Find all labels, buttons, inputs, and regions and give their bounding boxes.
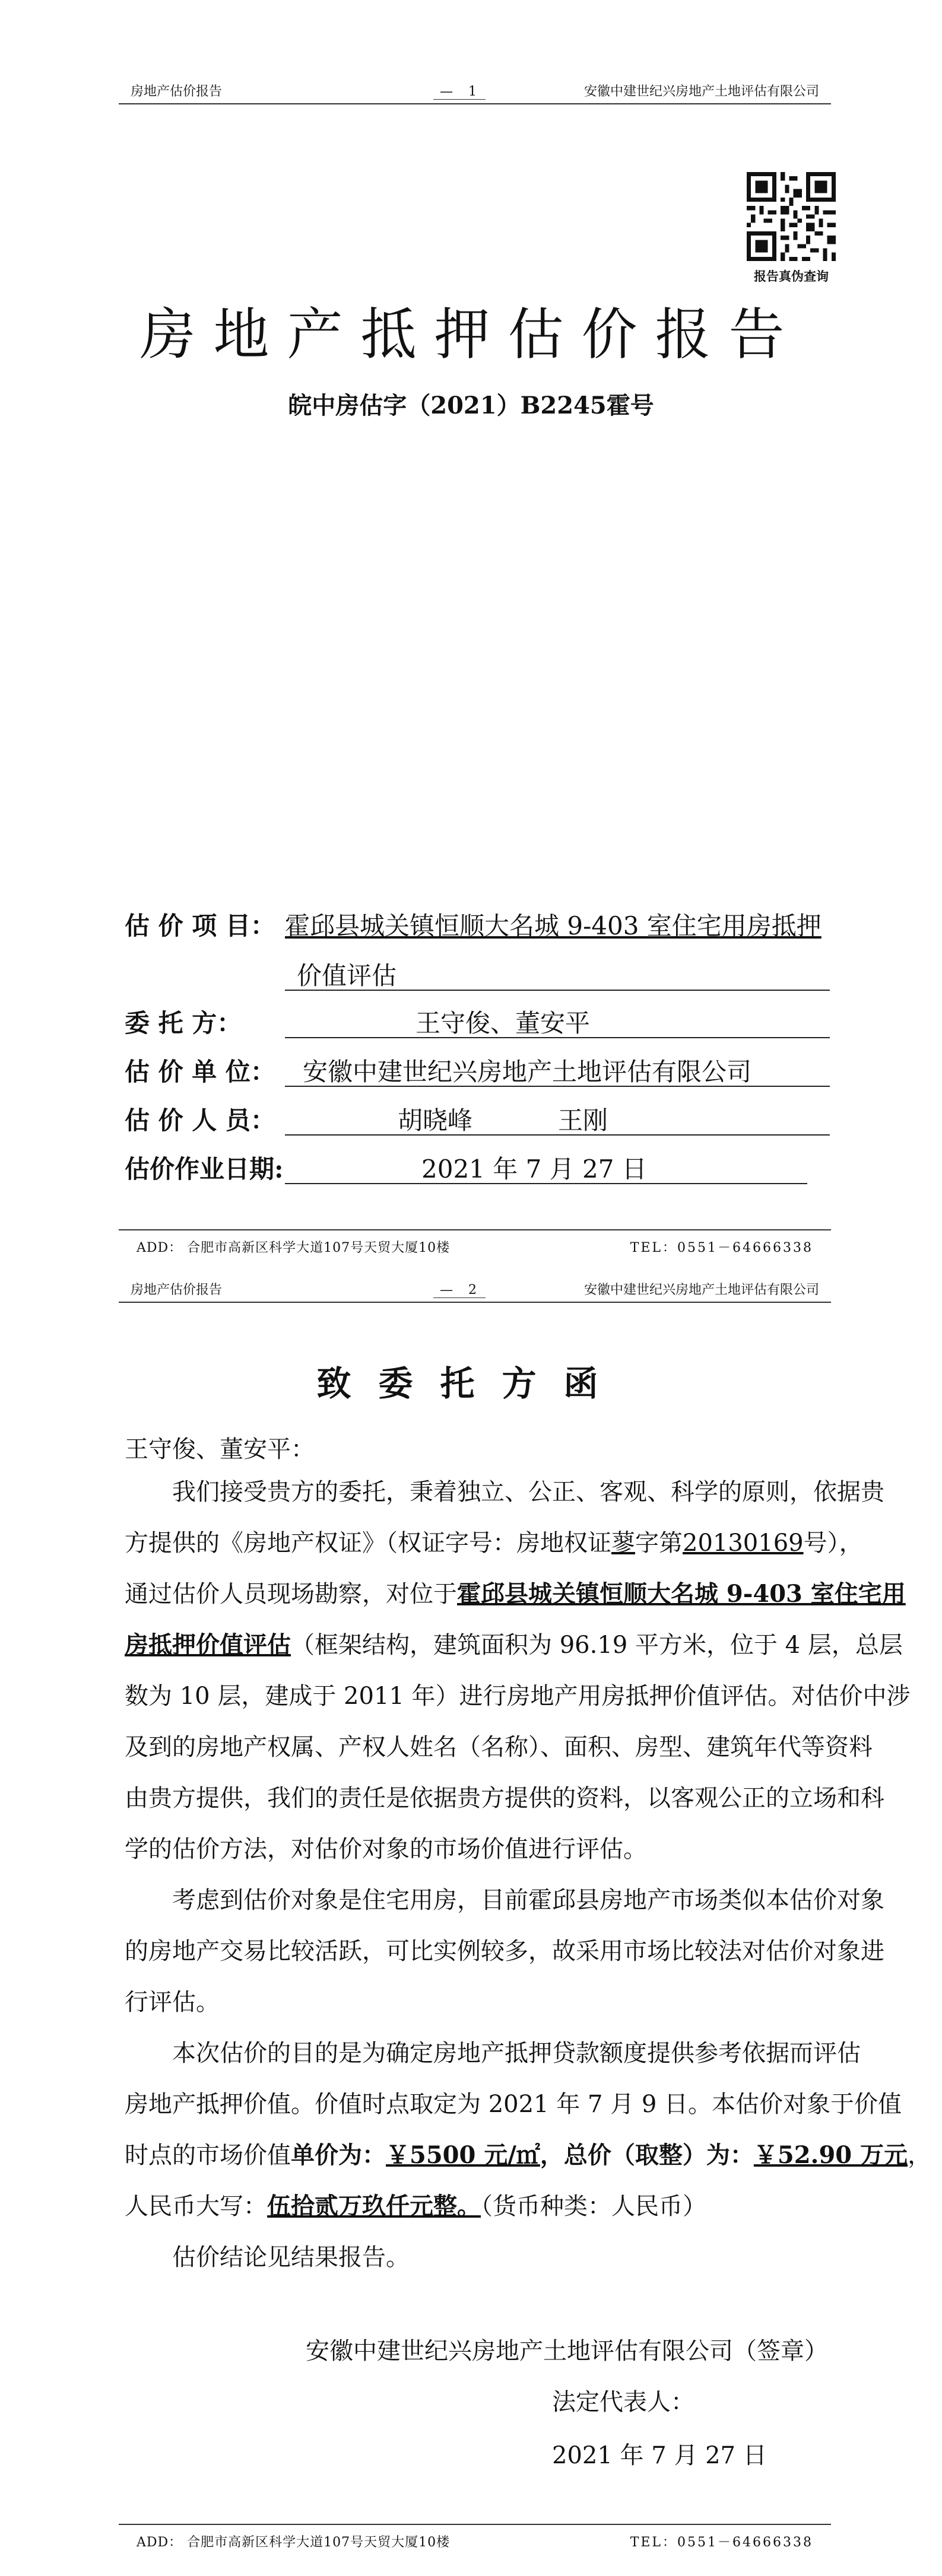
appraiser-2: 王刚 — [558, 1106, 608, 1135]
page-footer — [119, 2524, 831, 2549]
page-header — [119, 1281, 831, 1303]
footer-address: ADD： 合肥市高新区科学大道107号天贸大厦10楼 — [137, 2535, 451, 2550]
report-title: 房地产抵押估价报告 — [139, 303, 803, 367]
para1-line3: 通过估价人员现场勘察，对位于霍邱县城关镇恒顺大名城 9-403 室住宅用 — [125, 1580, 906, 1608]
appraisers-label: 估 价 人 员： — [125, 1106, 275, 1135]
underline — [285, 1086, 830, 1087]
footer-tel: TEL：0551－64666338 — [630, 2535, 813, 2550]
para4: 估价结论见结果报告。 — [172, 2244, 410, 2271]
project-label: 估 价 项 目： — [125, 911, 275, 940]
para1-line8: 学的估价方法，对估价对象的市场价值进行评估。 — [125, 1836, 647, 1863]
client-value: 王守俊、董安平 — [416, 1009, 591, 1038]
appraiser-1: 胡晓峰 — [398, 1106, 473, 1135]
project-value-line2: 价值评估 — [297, 961, 397, 990]
signature-date: 2021 年 7 月 27 日 — [552, 2442, 767, 2469]
signature-company: 安徽中建世纪兴房地产土地评估有限公司（签章） — [306, 2338, 828, 2365]
date-label: 估价作业日期: — [125, 1155, 284, 1184]
para1-line5: 数为 10 层，建成于 2011 年）进行房地产用房抵押价值评估。对估价中涉 — [125, 1683, 911, 1710]
para1-line2: 方提供的《房地产权证》（权证字号：房地权证蓼字第20130169号）， — [125, 1529, 863, 1557]
header-left: 房地产估价报告 — [131, 1283, 223, 1297]
para2-line1: 考虑到估价对象是住宅用房，目前霍邱县房地产市场类似本估价对象 — [172, 1887, 884, 1914]
document-number: 皖中房估字（2021）B2245霍号 — [288, 392, 654, 419]
letter-title: 致委托方函 — [316, 1363, 626, 1404]
header-right: 安徽中建世纪兴房地产土地评估有限公司 — [583, 1283, 819, 1297]
footer-tel: TEL：0551－64666338 — [630, 1241, 813, 1255]
header-right: 安徽中建世纪兴房地产土地评估有限公司 — [583, 84, 819, 99]
para3-line3: 时点的市场价值单价为：￥5500 元/㎡，总价（取整）为：￥52.90 万元， — [125, 2141, 932, 2169]
underline — [285, 1183, 807, 1184]
signature-representative: 法定代表人： — [552, 2389, 694, 2416]
para3-line2: 房地产抵押价值。价值时点取定为 2021 年 7 月 9 日。本估价对象于价值 — [125, 2091, 902, 2118]
project-value-line1: 霍邱县城关镇恒顺大名城 9-403 室住宅用房抵押 — [285, 911, 822, 940]
para1-line6: 及到的房地产权属、产权人姓名（名称）、面积、房型、建筑年代等资料 — [125, 1734, 873, 1761]
para3-line4: 人民币大写：伍拾贰万玖仟元整。（货币种类：人民币） — [125, 2192, 706, 2220]
header-page-number: — 2 — [433, 1283, 486, 1298]
footer-address: ADD： 合肥市高新区科学大道107号天贸大厦10楼 — [137, 1241, 451, 1255]
para2-line2: 的房地产交易比较活跃，可比实例较多，故采用市场比较法对估价对象进 — [125, 1938, 884, 1965]
para2-line3: 行评估。 — [125, 1989, 220, 2016]
letter-salutation: 王守俊、董安平： — [125, 1436, 315, 1463]
para1-line4: 房抵押价值评估（框架结构，建筑面积为 96.19 平方米，位于 4 层，总层 — [125, 1631, 903, 1659]
underline — [285, 1037, 830, 1038]
para3-line1: 本次估价的目的是为确定房地产抵押贷款额度提供参考依据而评估 — [172, 2040, 861, 2067]
qr-caption: 报告真伪查询 — [754, 269, 829, 284]
qr-code-icon[interactable] — [747, 172, 836, 261]
underline — [285, 1134, 830, 1136]
unit-label: 估 价 单 位： — [125, 1057, 275, 1086]
page-header — [119, 83, 831, 104]
para1-line7: 由贵方提供，我们的责任是依据贵方提供的资料，以客观公正的立场和科 — [125, 1785, 884, 1812]
header-left: 房地产估价报告 — [131, 84, 223, 99]
page-1 — [0, 0, 942, 1281]
date-value: 2021 年 7 月 27 日 — [421, 1155, 647, 1184]
underline — [285, 990, 830, 991]
page-footer — [119, 1229, 831, 1254]
unit-value: 安徽中建世纪兴房地产土地评估有限公司 — [303, 1057, 752, 1086]
para1-line1: 我们接受贵方的委托，秉着独立、公正、客观、科学的原则，依据贵 — [172, 1478, 884, 1506]
client-label: 委 托 方： — [125, 1009, 242, 1038]
header-page-number: — 1 — [433, 84, 486, 100]
